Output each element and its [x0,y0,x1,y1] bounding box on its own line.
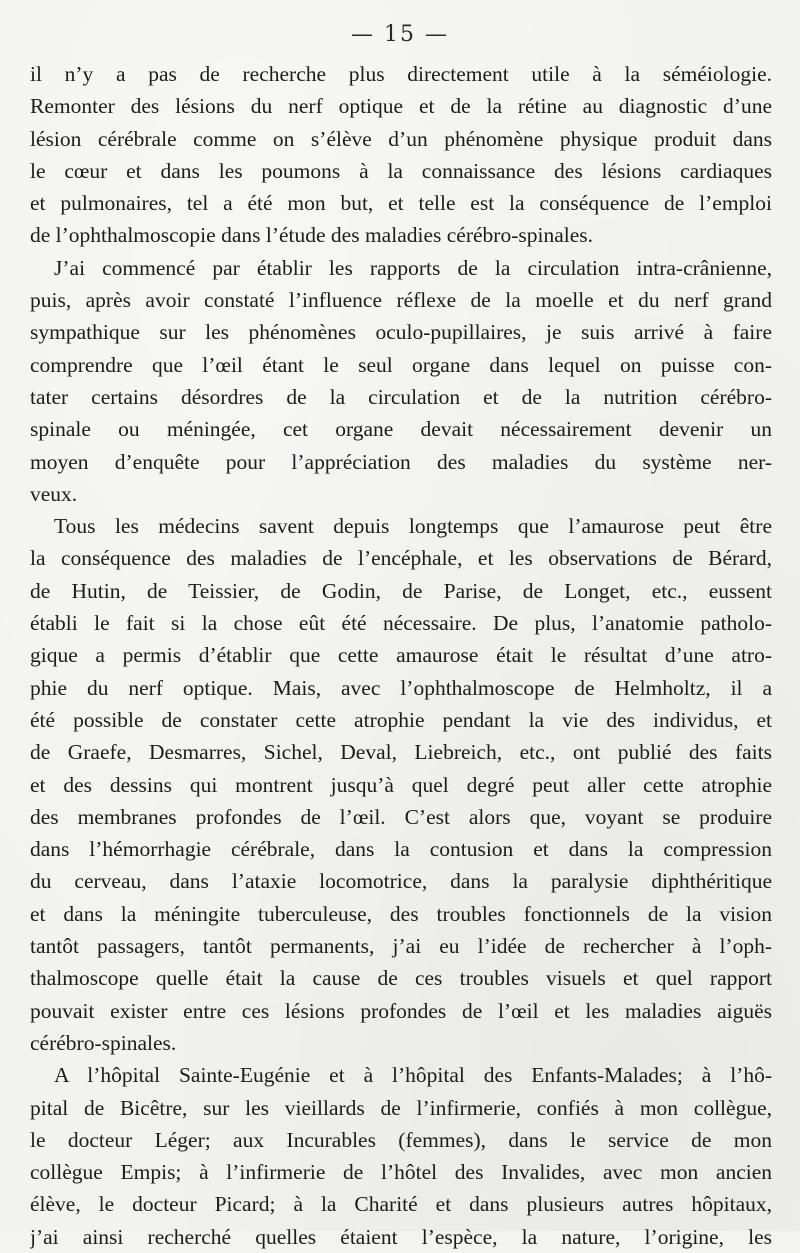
paragraph-4 [30,1059,772,1253]
text-line: de Graefe, Desmarres, Sichel, Deval, Liebreich, etc., ont publié des faits [30,740,772,765]
text-line: il n’y a pas de recherche plus directement utile à la séméiologie. [30,62,772,86]
text-line: tater certains désordres de la circulation et de la nutrition cérébro- [30,384,772,409]
text-line: gique a permis d’établir que cette amaurose était le résultat d’une atro- [30,643,772,668]
text-line: le cœur et dans les poumons à la connaissance des lésions cardiaques [30,158,772,183]
text-line: des membranes profondes de l’œil. C’est alors que, voyant se produire [30,804,772,829]
text-line: de Hutin, de Teissier, de Godin, de Parise, de Longet, etc., eussent [30,578,772,603]
text-line: et pulmonaires, tel a été mon but, et telle est la conséquence de l’emploi [30,191,772,216]
text-line: Tous les médecins savent depuis longtemps que l’amaurose peut être [54,514,772,539]
paragraph-3 [30,510,772,1059]
page-number: — 15 — [351,22,449,47]
text-line: moyen d’enquête pour l’appréciation des maladies du système ner- [30,449,772,474]
text-line: thalmoscope quelle était la cause de ces troubles visuels et quel rapport [30,966,772,991]
text-line: pital de Bicêtre, sur les vieillards de l’infirmerie, confiés à mon collègue, [30,1095,772,1120]
text-line: comprendre que l’œil étant le seul organe dans lequel on puisse con- [30,352,772,377]
text-line: J’ai commencé par établir les rapports de la circulation intra-crânienne, [54,255,772,280]
paragraph-2 [30,252,772,510]
text-line: tantôt passagers, tantôt permanents, j’ai eu l’idée de rechercher à l’oph- [30,934,772,959]
text-line: puis, après avoir constaté l’influence réflexe de la moelle et du nerf grand [30,288,772,313]
text-line: sympathique sur les phénomènes oculo-pupillaires, je suis arrivé à faire [30,320,772,345]
text-line: du cerveau, dans l’ataxie locomotrice, dans la paralysie diphthéritique [30,869,772,894]
text-line: de l’ophthalmoscopie dans l’étude des maladies cérébro-spinales. [30,223,593,248]
text-line: collègue Empis; à l’infirmerie de l’hôtel des Invalides, avec mon ancien [30,1160,772,1185]
body-text [30,58,772,1253]
text-line: dans l’hémorrhagie cérébrale, dans la contusion et dans la compression [30,837,772,862]
text-line: cérébro-spinales. [30,1030,177,1055]
text-line: Remonter des lésions du nerf optique et de la rétine au diagnostic d’une [30,94,772,119]
text-line: été possible de constater cette atrophie pendant la vie des individus, et [30,707,772,732]
text-line: lésion cérébrale comme on s’élève d’un phénomène physique produit dans [30,126,772,151]
text-line: A l’hôpital Sainte-Eugénie et à l’hôpital des Enfants-Malades; à l’hô- [54,1063,772,1088]
text-line: et des dessins qui montrent jusqu’à quel degré peut aller cette atrophie [30,772,772,797]
text-line: spinale ou méningée, cet organe devait nécessairement devenir un [30,417,772,442]
text-line: élève, le docteur Picard; à la Charité et dans plusieurs autres hôpitaux, [30,1192,772,1217]
text-line: j’ai ainsi recherché quelles étaient l’espèce, la nature, l’origine, les [30,1224,772,1249]
text-line: établi le fait si la chose eût été nécessaire. De plus, l’anatomie patholo- [30,611,772,636]
text-line: la conséquence des maladies de l’encéphale, et les observations de Bérard, [30,546,772,571]
text-line: pouvait exister entre ces lésions profondes de l’œil et les maladies aiguës [30,998,772,1023]
text-line: et dans la méningite tuberculeuse, des troubles fonctionnels de la vision [30,901,772,926]
text-line: veux. [30,481,78,506]
paragraph-1 [30,58,772,252]
text-line: le docteur Léger; aux Incurables (femmes), dans le service de mon [30,1127,772,1152]
text-line: phie du nerf optique. Mais, avec l’ophthalmoscope de Helmholtz, il a [30,675,772,700]
